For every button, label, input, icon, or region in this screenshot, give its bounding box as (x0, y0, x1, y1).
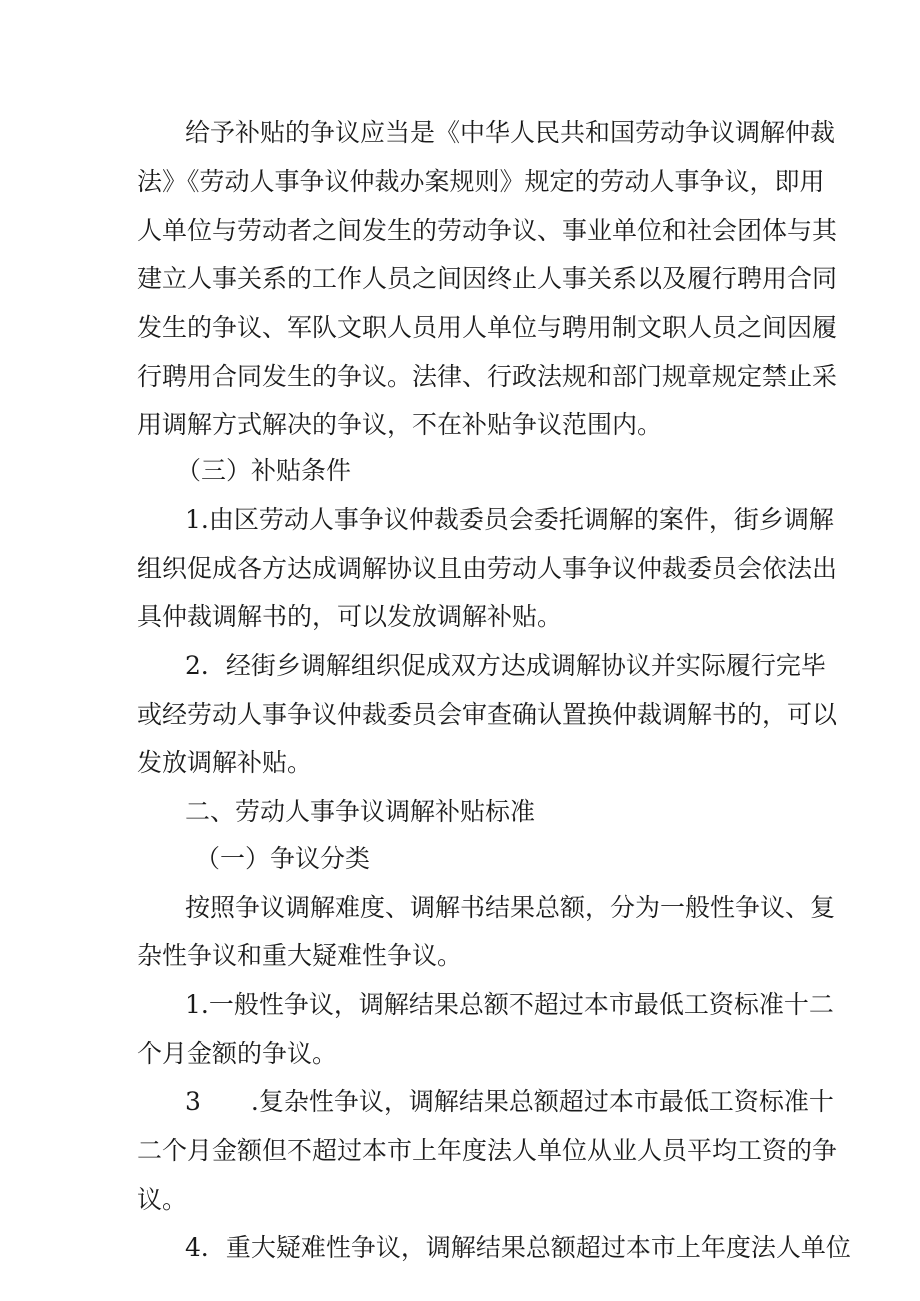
paragraph-line: 个月金额的争议。 (137, 1039, 338, 1068)
paragraph-line: 建立人事关系的工作人员之间因终止人事关系以及履行聘用合同 (137, 264, 838, 293)
paragraph-line: 人单位与劳动者之间发生的劳动争议、事业单位和社会团体与其 (137, 216, 838, 245)
paragraph-line: 4．重大疑难性争议，调解结果总额超过本市上年度法人单位 (185, 1233, 851, 1262)
paragraph-line: 用调解方式解决的争议，不在补贴争议范围内。 (137, 410, 663, 439)
section-heading: （三）补贴条件 (176, 456, 352, 485)
paragraph-line: 法》《劳动人事争议仲裁办案规则》规定的劳动人事争议，即用 (137, 167, 825, 196)
paragraph-line: 发生的争议、军队文职人员用人单位与聘用制文职人员之间因履 (137, 313, 838, 342)
paragraph-line: 或经劳动人事争议仲裁委员会审查确认置换仲裁调解书的，可以 (137, 700, 838, 729)
paragraph-line: 3 .复杂性争议，调解结果总额超过本市最低工资标准十 (185, 1087, 834, 1116)
paragraph-line: 1.一般性争议，调解结果总额不超过本市最低工资标准十二 (185, 990, 834, 1019)
paragraph-line: 组织促成各方达成调解协议且由劳动人事争议仲裁委员会依法出 (137, 554, 838, 583)
paragraph-line: 给予补贴的争议应当是《中华人民共和国劳动争议调解仲裁 (185, 118, 836, 147)
paragraph-line: 按照争议调解难度、调解书结果总额，分为一般性争议、复 (185, 893, 836, 922)
paragraph-line: 行聘用合同发生的争议。法律、行政法规和部门规章规定禁止采 (137, 362, 838, 391)
paragraph-line: 发放调解补贴。 (137, 748, 313, 777)
paragraph-line: 二个月金额但不超过本市上年度法人单位从业人员平均工资的争 (137, 1136, 838, 1165)
paragraph-line: 杂性争议和重大疑难性争议。 (137, 941, 463, 970)
section-heading: 二、劳动人事争议调解补贴标准 (185, 797, 536, 826)
paragraph-line: 2．经街乡调解组织促成双方达成调解协议并实际履行完毕 (185, 651, 826, 680)
paragraph-line: 议。 (137, 1185, 188, 1214)
paragraph-line: 具仲裁调解书的，可以发放调解补贴。 (137, 602, 563, 631)
section-heading: （一）争议分类 (195, 844, 371, 873)
paragraph-line: 1.由区劳动人事争议仲裁委员会委托调解的案件，街乡调解 (185, 505, 834, 534)
